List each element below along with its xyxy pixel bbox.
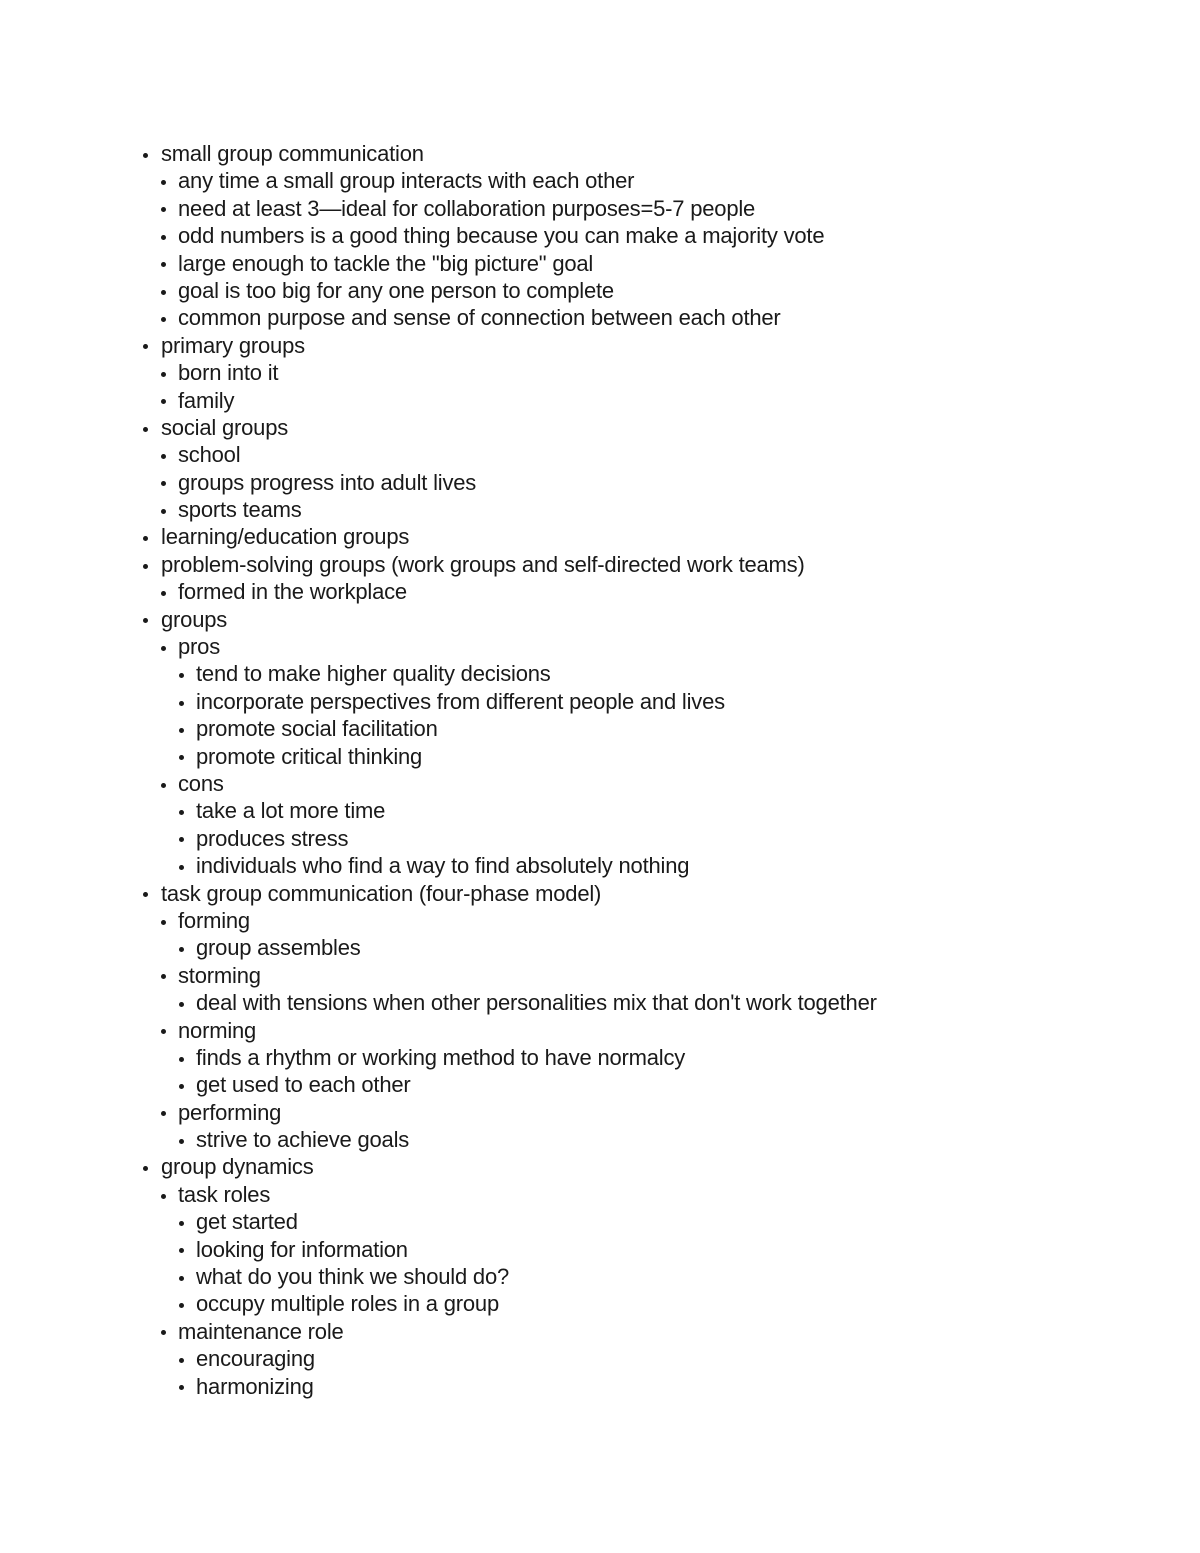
outline-item-text: strive to achieve goals (196, 1127, 410, 1153)
outline-item-text: pros (178, 634, 220, 660)
outline-item-level-3 (0, 743, 1200, 770)
outline-item-text: school (178, 442, 241, 468)
outline-item-level-3 (0, 825, 1200, 852)
outline-item-level-2 (0, 441, 1200, 468)
outline-item-level-3 (0, 688, 1200, 715)
outline-item-level-1 (0, 332, 1200, 359)
bullet-icon (161, 317, 166, 322)
outline-item-level-3 (0, 1290, 1200, 1317)
bullet-icon (161, 290, 166, 295)
outline-item-level-3 (0, 1345, 1200, 1372)
outline-item-text: looking for information (196, 1236, 408, 1262)
bullet-icon (179, 1385, 184, 1390)
outline-item-text: small group communication (161, 141, 424, 166)
outline-item-level-2 (0, 633, 1200, 660)
outline-item-text: take a lot more time (196, 798, 386, 824)
outline-item-level-3 (0, 1208, 1200, 1235)
outline-item-text: common purpose and sense of connection between each other (178, 305, 781, 331)
bullet-icon (161, 481, 166, 486)
outline-item-level-3 (0, 1071, 1200, 1098)
bullet-icon (179, 1084, 184, 1089)
outline-item-level-3 (0, 797, 1200, 824)
outline-item-text: encouraging (196, 1346, 315, 1372)
outline-item-text: groups (161, 606, 228, 632)
outline-item-text: group assembles (196, 935, 361, 961)
bullet-icon (161, 509, 166, 514)
bullet-icon (179, 1248, 184, 1253)
outline-item-level-2 (0, 304, 1200, 331)
outline-item-level-3 (0, 715, 1200, 742)
outline-item-level-1 (0, 880, 1200, 907)
outline-item-level-2 (0, 167, 1200, 194)
outline-item-level-2 (0, 222, 1200, 249)
outline-item-text: large enough to tackle the "big picture" goal (178, 250, 594, 276)
outline-item-level-3 (0, 1373, 1200, 1400)
outline-item-text: task roles (178, 1181, 271, 1207)
outline-item-level-2 (0, 496, 1200, 523)
outline-item-text: born into it (178, 360, 279, 386)
outline-item-text: what do you think we should do? (196, 1264, 510, 1290)
outline-item-text: problem-solving groups (work groups and self-directed work teams) (161, 551, 805, 577)
bullet-icon (179, 837, 184, 842)
outline-item-text: tend to make higher quality decisions (196, 661, 551, 687)
outline-item-text: sports teams (178, 497, 302, 523)
bullet-icon (143, 1166, 148, 1171)
bullet-icon (161, 1194, 166, 1199)
outline-item-level-2 (0, 195, 1200, 222)
outline-item-text: goal is too big for any one person to complete (178, 277, 614, 303)
bullet-icon (161, 783, 166, 788)
bullet-icon (161, 591, 166, 596)
bullet-icon (161, 399, 166, 404)
bullet-icon (143, 564, 148, 569)
bullet-outline (0, 140, 1200, 1400)
outline-item-level-2 (0, 1017, 1200, 1044)
bullet-icon (143, 536, 148, 541)
outline-item-text: any time a small group interacts with each other (178, 168, 635, 194)
outline-item-text: groups progress into adult lives (178, 469, 477, 495)
outline-item-level-2 (0, 578, 1200, 605)
bullet-icon (179, 810, 184, 815)
outline-item-level-3 (0, 1044, 1200, 1071)
outline-item-text: forming (178, 907, 250, 933)
outline-item-level-3 (0, 660, 1200, 687)
outline-item-level-1 (0, 414, 1200, 441)
outline-item-level-1 (0, 523, 1200, 550)
outline-item-level-2 (0, 387, 1200, 414)
outline-item-text: finds a rhythm or working method to have normalcy (196, 1044, 686, 1070)
outline-item-level-2 (0, 250, 1200, 277)
outline-item-text: odd numbers is a good thing because you can make a majority vote (178, 223, 825, 249)
bullet-icon (161, 180, 166, 185)
bullet-icon (179, 728, 184, 733)
outline-item-text: task group communication (four-phase model) (161, 880, 602, 906)
outline-item-level-2 (0, 277, 1200, 304)
bullet-icon (161, 454, 166, 459)
outline-item-level-2 (0, 962, 1200, 989)
outline-item-level-3 (0, 1263, 1200, 1290)
outline-item-level-3 (0, 934, 1200, 961)
outline-item-text: learning/education groups (161, 524, 410, 550)
outline-item-level-1 (0, 1153, 1200, 1180)
bullet-icon (179, 1221, 184, 1226)
outline-item-text: social groups (161, 414, 289, 440)
outline-item-level-2 (0, 907, 1200, 934)
outline-item-text: get used to each other (196, 1072, 411, 1098)
outline-item-text: group dynamics (161, 1154, 314, 1180)
outline-item-text: family (178, 387, 235, 413)
bullet-icon (161, 1111, 166, 1116)
bullet-icon (179, 1276, 184, 1281)
bullet-icon (179, 865, 184, 870)
outline-item-level-2 (0, 1181, 1200, 1208)
outline-item-level-2 (0, 1099, 1200, 1126)
bullet-icon (161, 1330, 166, 1335)
bullet-icon (179, 1002, 184, 1007)
outline-item-level-3 (0, 852, 1200, 879)
outline-item-level-2 (0, 770, 1200, 797)
bullet-icon (161, 262, 166, 267)
bullet-icon (161, 207, 166, 212)
outline-item-text: maintenance role (178, 1318, 344, 1344)
outline-item-text: produces stress (196, 825, 349, 851)
outline-item-level-2 (0, 1318, 1200, 1345)
outline-item-text: need at least 3—ideal for collaboration purposes=5-7 people (178, 195, 756, 221)
bullet-icon (143, 344, 148, 349)
outline-item-level-1 (0, 140, 1200, 167)
outline-item-text: incorporate perspectives from different people and lives (196, 688, 725, 714)
bullet-icon (179, 673, 184, 678)
bullet-icon (179, 1303, 184, 1308)
outline-item-text: deal with tensions when other personalities mix that don't work together (196, 990, 877, 1016)
bullet-icon (161, 974, 166, 979)
bullet-icon (143, 618, 148, 623)
bullet-icon (179, 947, 184, 952)
outline-item-level-3 (0, 1236, 1200, 1263)
outline-item-text: storming (178, 962, 261, 988)
bullet-icon (161, 920, 166, 925)
bullet-icon (143, 153, 148, 158)
bullet-icon (161, 372, 166, 377)
outline-item-text: harmonizing (196, 1373, 314, 1399)
bullet-icon (179, 755, 184, 760)
outline-item-text: primary groups (161, 332, 305, 358)
outline-item-level-2 (0, 469, 1200, 496)
bullet-icon (179, 1139, 184, 1144)
bullet-icon (179, 1358, 184, 1363)
outline-item-text: promote social facilitation (196, 716, 438, 742)
bullet-icon (143, 427, 148, 432)
bullet-icon (179, 1057, 184, 1062)
outline-item-text: occupy multiple roles in a group (196, 1291, 499, 1317)
outline-item-text: performing (178, 1099, 282, 1125)
bullet-icon (161, 646, 166, 651)
outline-item-text: promote critical thinking (196, 743, 423, 769)
outline-item-level-3 (0, 1126, 1200, 1153)
outline-item-text: cons (178, 770, 224, 796)
outline-item-level-1 (0, 551, 1200, 578)
bullet-icon (161, 235, 166, 240)
outline-item-text: get started (196, 1209, 298, 1235)
outline-item-text: norming (178, 1017, 257, 1043)
outline-item-text: formed in the workplace (178, 579, 407, 605)
outline-item-text: individuals who find a way to find absolutely nothing (196, 853, 690, 879)
outline-item-level-1 (0, 606, 1200, 633)
outline-item-level-3 (0, 989, 1200, 1016)
bullet-icon (179, 701, 184, 706)
outline-item-level-2 (0, 359, 1200, 386)
bullet-icon (161, 1029, 166, 1034)
bullet-icon (143, 892, 148, 897)
